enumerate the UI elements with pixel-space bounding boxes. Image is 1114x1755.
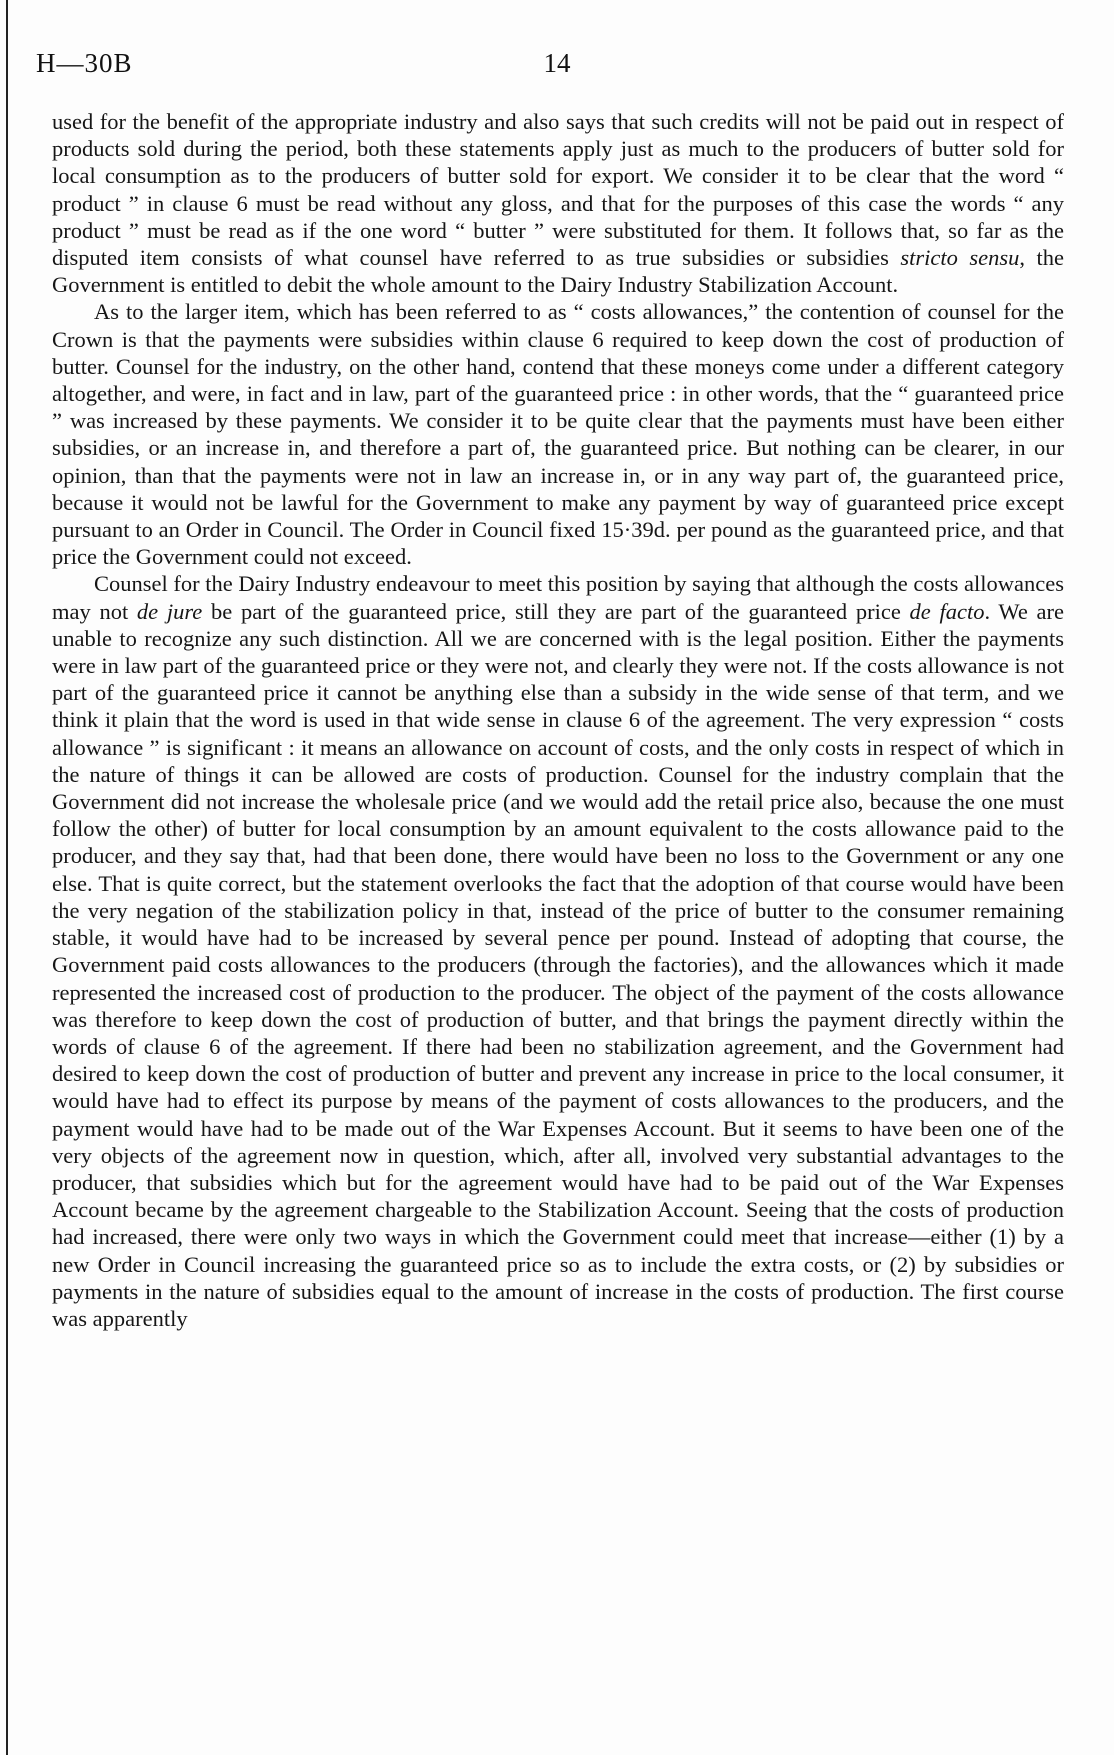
paragraph-3-text-b: be part of the guaranteed price, still they are part of the guaranteed price [202,598,910,624]
paragraph-1 [52,108,1064,298]
paragraph-2-text: As to the larger item, which has been referred to as “ costs allowances,” the contention of counsel for the Crown is that the payments were subsidies within clause 6 required to keep down the cost of production of butter. Counsel for the industry, on the other hand, contend that these moneys come under a different category altogether, and were, in fact and in law, part of the guaranteed price : in other words, that the “ guaranteed price ” was increased by these payments. We consider it to be quite clear that the payments must have been either subsidies, or an increase in, and therefore a part of, the guaranteed price. But nothing can be clearer, in our opinion, than that the payments were not in law an increase in, or in any way part of, the guaranteed price, because it would not be lawful for the Government to make any payment by way of guaranteed price except pursuant to an Order in Council. The Order in Council fixed 15·39d. per pound as the guaranteed price, and that price the Government could not exceed. [52,299,1064,570]
document-code: H—30B [36,48,133,78]
paragraph-3-text-c: . We are unable to recognize any such distinction. All we are concerned with is the legal position. Either the payments were in law part of the guaranteed price or they were not, and clearly they were not. If the costs allowance is not part of the guaranteed price it cannot be anything else than a subsidy in the wide sense of that term, and we think it plain that the word is used in that wide sense in clause 6 of the agreement. The very expression “ costs allowance ” is significant : it means an allowance on account of costs, and the only costs in respect of which in the nature of things it can be allowed are costs of production. Counsel for the industry complain that the Government did not increase the wholesale price (and we would add the retail price also, because the one must follow the other) of butter for local consumption by an amount equivalent to the costs allowance paid to the producer, and they say that, had that been done, there would have been no loss to the Government or any one else. That is quite correct, but the statement overlooks the fact that the adoption of that course would have been the very negation of the stabilization policy in that, instead of the price of butter to the consumer remaining stable, it would have had to be increased by several pence per pound. Instead of adopting that course, the Government paid costs allowances to the producers (through the factories), and the allowances which it made represented the increased cost of production to the producer. The object of the payment of the costs allowance was therefore to keep down the cost of production of butter, and that brings the payment directly within the words of clause 6 of the agreement. If there had been no stabilization agreement, and the Government had desired to keep down the cost of production of butter and prevent any increase in price to the local consumer, it would have had to effect its purpose by means of the payment of costs allowances to the producers, and the payment would have had to be made out of the War Expenses Account. But it seems to have been one of the very objects of the agreement now in question, which, after all, involved very substantial advantages to the producer, that subsidies which but for the agreement would have had to be paid out of the War Expenses Account became by the agreement chargeable to the Stabilization Account. Seeing that the costs of production had increased, there were only two ways in which the Government could meet that increase—either (1) by a new Order in Council increasing the guaranteed price so as to include the extra costs, or (2) by subsidies or payments in the nature of subsidies equal to the amount of increase in the costs of production. The first course was apparently [52,598,1064,1331]
paragraph-1-italic-stricto-sensu: stricto sensu [900,245,1020,271]
body-text [52,108,1064,1332]
paragraph-3 [52,570,1064,1332]
page-header [0,48,1114,88]
paragraph-1-text-b: , the Government is entitled to debit the whole amount to the Dairy Industry Stabilization Account. [52,245,1064,298]
paragraph-2 [52,298,1064,570]
page-left-border [6,0,8,1755]
paragraph-3-italic-de-facto: de facto [909,598,985,624]
paragraph-3-italic-de-jure: de jure [136,598,203,624]
paragraph-3-text-a: Counsel for the Dairy Industry endeavour to meet this position by saying that although the costs allowances may not [52,571,1064,624]
paragraph-1-text-a: used for the benefit of the appropriate industry and also says that such credits will not be paid out in respect of products sold during the period, both these statements apply just as much to the producers of butter sold for local consumption as to the producers of butter sold for export. We consider it to be clear that the word “ product ” in clause 6 must be read without any gloss, and that for the purposes of this case the words “ any product ” must be read as if the one word “ butter ” were substituted for them. It follows that, so far as the disputed item consists of what counsel have referred to as true subsidies or subsidies [52,109,1064,271]
page-number: 14 [543,48,571,78]
